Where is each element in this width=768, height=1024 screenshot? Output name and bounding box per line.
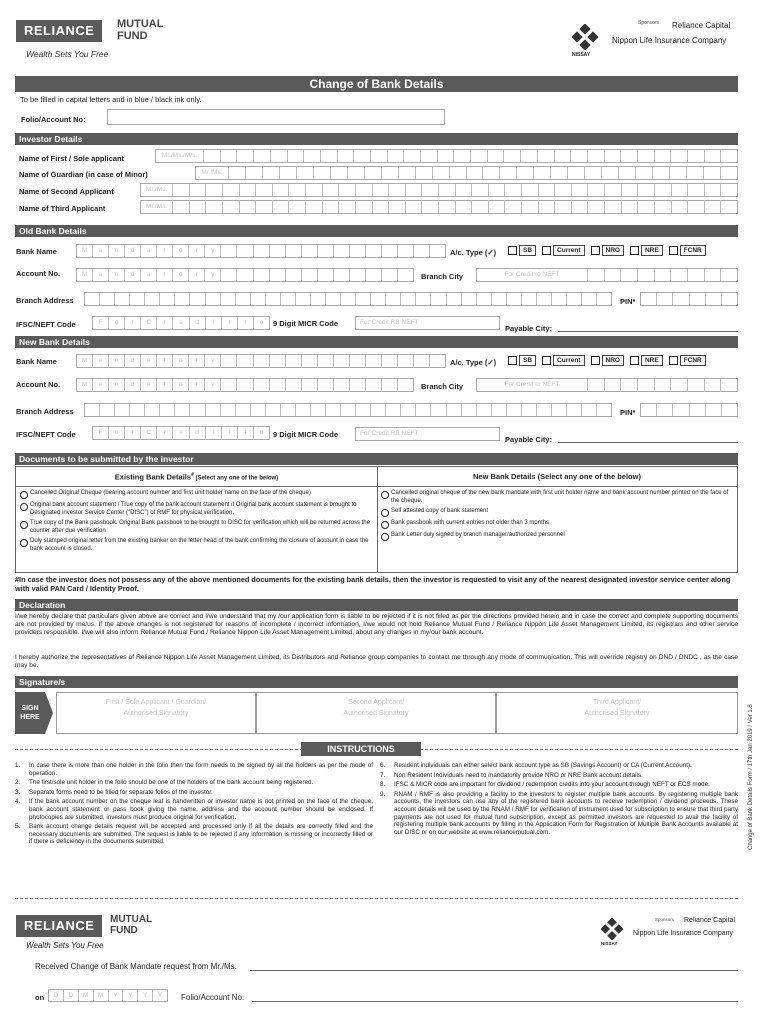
- new-ifsc-input[interactable]: F o r C r e d i t t o: [92, 426, 270, 440]
- existing-docs-title: Existing Bank Details# (Select any one of the below): [114, 472, 279, 482]
- new-pin-label: PIN*: [620, 408, 636, 417]
- cut-line-bottom: [15, 898, 738, 899]
- receipt-nissay-label: NISSAY: [601, 941, 618, 946]
- old-type-fcnr[interactable]: FCNR: [669, 245, 706, 256]
- new-account-no-label: Account No.: [16, 380, 61, 389]
- old-acc-type-label: A/c. Type (✓): [450, 248, 497, 257]
- new-bank-name-input[interactable]: M a n d a t o r y: [76, 354, 446, 368]
- old-payable-label: Payable City:: [505, 324, 553, 333]
- sponsor-2: Nippon Life Insurance Company: [612, 36, 727, 45]
- new-ifsc-label: IFSC/NEFT Code: [16, 430, 76, 439]
- nissay-label: NISSAY: [572, 52, 591, 58]
- new-type-current[interactable]: Current: [542, 355, 584, 366]
- new-payable-label: Payable City:: [505, 435, 553, 444]
- radio-icon: [381, 491, 389, 499]
- old-payable-line[interactable]: [558, 331, 738, 332]
- old-branch-city-input[interactable]: For Credit to NEFT: [476, 268, 738, 282]
- declaration-text-1: I/we hereby declare that particulars given above are correct and I/we understand that my /our application form is liable to be rejected if it is not filled as per the directions provided herein and in case the correct and complete supporting documents are not provided by me/us. If the above changes is not registered for reasons of incomplete / incorrect information, I/we would not hold Reliance Mutual Fund / Reliance Nippon Life Asset Management Limited, its registrars and other service providers responsible. I/we will also inform Reliance Mutual Fund / Reliance Nippon Life Asset Management Limited, about any changes in my/our bank account.: [15, 613, 738, 637]
- new-micr-label: 9 Digit MICR Code: [273, 430, 338, 439]
- new-type-nre[interactable]: NRE: [630, 355, 663, 366]
- documents-heading: Documents to be submitted by the investor: [15, 453, 738, 465]
- new-bank-name-label: Bank Name: [16, 357, 57, 366]
- sign-here-tag: SIGN HERE: [15, 692, 45, 734]
- receipt-sponsor-2: Nippon Life Insurance Company: [633, 930, 734, 937]
- instructions-left: [15, 762, 373, 848]
- receipt-tagline: Wealth Sets You Free: [26, 941, 104, 950]
- radio-icon: [20, 491, 28, 499]
- instructions-right: [380, 762, 738, 838]
- signatures-heading: Signature/s: [15, 676, 738, 688]
- sponsors-label: Sponsors: [638, 20, 660, 26]
- receipt-name-line[interactable]: [250, 970, 738, 971]
- new-docs-title: New Bank Details (Select any one of the below): [473, 472, 641, 481]
- sign-arrow-icon: [45, 692, 53, 734]
- radio-icon: [20, 539, 28, 547]
- new-micr-input[interactable]: For Credit RB NEFT: [355, 427, 500, 441]
- old-type-current[interactable]: Current: [542, 245, 584, 256]
- third-applicant-label: Name of Third Applicant: [19, 204, 106, 213]
- new-type-nro[interactable]: NRO: [591, 355, 624, 366]
- guardian-input[interactable]: Mr./Ms.: [195, 166, 738, 180]
- instruction-item: 6. Resident individuals can either select bank account type as SB (Savings Account) or CA (Current Account).: [380, 762, 692, 769]
- third-signature-box[interactable]: Third Applicant/ Authorised Signatory: [496, 692, 738, 734]
- receipt-sponsors-label: Sponsors: [655, 917, 675, 922]
- receipt-nissay-logo-icon: [601, 918, 623, 942]
- instructions-heading: INSTRUCTIONS: [301, 742, 421, 756]
- radio-icon: [381, 509, 389, 517]
- declaration-text-2: I hereby authorize the representatives of Reliance Nippon Life Asset Management Limited, its Distributors and Reliance group companies to contact me through any mode of communication. This will override registry on DND / DNDC , as the case may be.: [15, 654, 738, 670]
- old-type-nro[interactable]: NRO: [591, 245, 624, 256]
- declaration-heading: Declaration: [15, 599, 738, 611]
- first-applicant-input[interactable]: Mr./Ms./M/s.: [155, 149, 738, 163]
- second-applicant-input[interactable]: Mr./Ms.: [140, 183, 738, 197]
- instruction-item: 4. If the bank account number on the cheque leaf is handwritten or investor name is not printed on the face of the cheque, bank account statement or pass book giving the name, address and the account number should be enclosed. If photocopies are submitted, investors must produce original for verification.: [15, 798, 373, 821]
- radio-icon: [20, 521, 28, 529]
- receipt-folio-line[interactable]: [252, 1001, 738, 1002]
- receipt-sponsor-1: Reliance Capital: [684, 917, 735, 924]
- existing-doc-option[interactable]: Duly stamped original letter from the existing banker on the letter head of the bank confirming the closure of account in case the bank account is closed.: [20, 538, 372, 553]
- form-title: Change of Bank Details: [15, 76, 738, 92]
- old-micr-input[interactable]: For Credit RB NEFT: [355, 316, 500, 330]
- receipt-folio-label: Folio/Account No:: [181, 993, 245, 1002]
- second-applicant-label: Name of Second Applicant: [19, 187, 114, 196]
- receipt-date-input[interactable]: D D M M Y Y Y Y: [48, 989, 168, 1002]
- new-doc-option[interactable]: Self attested copy of bank statement: [381, 508, 733, 517]
- new-acc-type-label: A/c. Type (✓): [450, 358, 497, 367]
- folio-label: Folio/Account No:: [21, 115, 86, 124]
- second-signature-box[interactable]: Second Applicant/ Authorised Signatory: [256, 692, 496, 734]
- new-branch-address-label: Branch Address: [16, 407, 74, 416]
- new-doc-option[interactable]: Bank passbook with current entries not older than 3 months.: [381, 520, 733, 529]
- old-bank-name-input[interactable]: M a n d a t o r y: [76, 244, 446, 258]
- new-doc-option[interactable]: Bank Letter duly signed by branch manager/authorized personnel: [381, 532, 733, 541]
- receipt-received-label: Received Change of Bank Mandate request from Mr./Ms.: [35, 962, 237, 971]
- instruction-item: 7. Non Resident Individuals need to mandatorily provide NRO or NRE Bank account details.: [380, 771, 643, 779]
- old-branch-address-label: Branch Address: [16, 296, 74, 305]
- old-account-no-input[interactable]: M a n d a t o r y: [76, 268, 414, 282]
- receipt-brand-subtitle: MUTUAL FUND: [110, 914, 153, 936]
- instruction-item: 8. IFSC & MICR code are important for dividend / redemption credits into your account through NEFT or ECS mode.: [380, 781, 710, 789]
- form-version-text: Change of Bank Details Form / 17th Jan 2019 / Ver 1.8: [748, 704, 754, 850]
- third-applicant-input[interactable]: Mr./Ms.: [140, 200, 738, 214]
- new-pin-input[interactable]: [640, 403, 738, 417]
- investor-details-heading: Investor Details: [15, 133, 738, 145]
- new-account-no-input[interactable]: M a n d a t o r y: [76, 378, 414, 392]
- radio-icon: [20, 503, 28, 511]
- new-docs-list: [381, 490, 733, 544]
- documents-table: [15, 466, 738, 573]
- old-acc-type-options: [508, 245, 706, 256]
- new-branch-city-label: Branch City: [421, 382, 464, 391]
- new-type-sb[interactable]: SB: [508, 355, 536, 366]
- form-instruction: To be filled in capital letters and in blue / black ink only.: [20, 95, 202, 104]
- old-type-sb[interactable]: SB: [508, 245, 536, 256]
- old-branch-address-input[interactable]: [84, 292, 612, 306]
- old-pin-input[interactable]: [640, 292, 738, 306]
- documents-note: #In case the investor does not possess any of the above mentioned documents for the existing bank details, then the investor is requested to visit any of the nearest designated investor service center along with valid PAN Card / Identity Proof.: [15, 575, 731, 593]
- guardian-label: Name of Guardian (in case of Minor): [19, 170, 148, 179]
- first-applicant-label: Name of First / Sole applicant: [19, 154, 125, 163]
- new-acc-type-options: [508, 355, 706, 366]
- radio-icon: [381, 521, 389, 529]
- old-bank-heading: Old Bank Details: [15, 225, 738, 237]
- old-bank-name-label: Bank Name: [16, 247, 57, 256]
- existing-doc-option[interactable]: Original bank account statement / True copy of the bank account statement if Original bank account statement is brought to Designated investor Service Center ("DISC") of RMF for physical verification,: [20, 502, 372, 517]
- receipt-on-label: on: [35, 993, 45, 1002]
- existing-docs-list: [20, 490, 372, 556]
- instruction-item: 2. The first/sole unit holder in the folio should be one of the holders of the bank account being registered.: [15, 779, 314, 787]
- instruction-item: 3. Separate forms need to be filled for separate folios of the investor.: [15, 788, 213, 796]
- old-account-no-label: Account No.: [16, 269, 61, 278]
- old-micr-label: 9 Digit MICR Code: [273, 319, 338, 328]
- old-type-nre[interactable]: NRE: [630, 245, 663, 256]
- old-ifsc-label: IFSC/NEFT Code: [16, 320, 76, 329]
- new-doc-option[interactable]: Cancelled original cheque of the new bank mandate with first unit holder name and bank account number printed on the face of the cheque.: [381, 490, 733, 505]
- old-pin-label: PIN*: [620, 297, 636, 306]
- new-branch-city-input[interactable]: For Credit to NEFT: [476, 378, 738, 392]
- tagline: Wealth Sets You Free: [26, 49, 109, 59]
- receipt-reliance-logo: RELIANCE: [16, 915, 102, 937]
- reliance-logo: RELIANCE: [16, 20, 102, 42]
- radio-icon: [381, 533, 389, 541]
- instruction-item: 5. Bank account change details request will be accepted and processed only if all the details are correctly filled and the necessary documents are submitted. The request is liable to be rejected if any information is missing or incorrectly filled or if there is deficiency in the documents submitted.: [15, 823, 373, 846]
- old-ifsc-input[interactable]: F o r C r e d i t t o: [92, 316, 270, 330]
- old-branch-city-label: Branch City: [421, 272, 464, 281]
- instruction-item: 9. RNAM / RMF is also providing a facility to the investors to register multiple bank accounts. By registering multiple bank accounts, the investors can use any of the registered bank accounts to receive redemption / dividend proceeds. These account details will be used by the RNAM / RMF for verification of instrument used for subscription to ensure that third party payments are not used for mutual fund subscription, except as permitted investors are requested to avail the facility of registering multiple bank accounts by filling in the Application Form for Registration of Multiple Bank Accounts available at our DISC or on our website at www.reliancemutual.com.: [380, 790, 738, 836]
- first-signature-box[interactable]: First / Sole Applicant / Guardian/ Authorised Signatory: [56, 692, 256, 734]
- instruction-item: 1. In case there is more than one holder in the folio then the form needs to be signed by all the holders as per the mode of operation.: [15, 762, 373, 777]
- sponsor-1: Reliance Capital: [672, 21, 731, 30]
- existing-doc-option[interactable]: Cancelled Original Cheque (bearing account number and first unit holder name on the face of the cheque): [20, 490, 372, 499]
- new-type-fcnr[interactable]: FCNR: [669, 355, 706, 366]
- folio-input[interactable]: [107, 109, 445, 125]
- new-bank-heading: New Bank Details: [15, 336, 738, 348]
- nissay-logo-icon: [572, 24, 598, 52]
- existing-doc-option[interactable]: True copy of the Bank passbook. Original Bank passbook to be brought to DISC for verification which will be returned across the counter after due verification: [20, 520, 372, 535]
- brand-subtitle: MUTUAL FUND: [117, 18, 164, 42]
- new-branch-address-input[interactable]: [84, 403, 612, 417]
- new-payable-line[interactable]: [558, 442, 738, 443]
